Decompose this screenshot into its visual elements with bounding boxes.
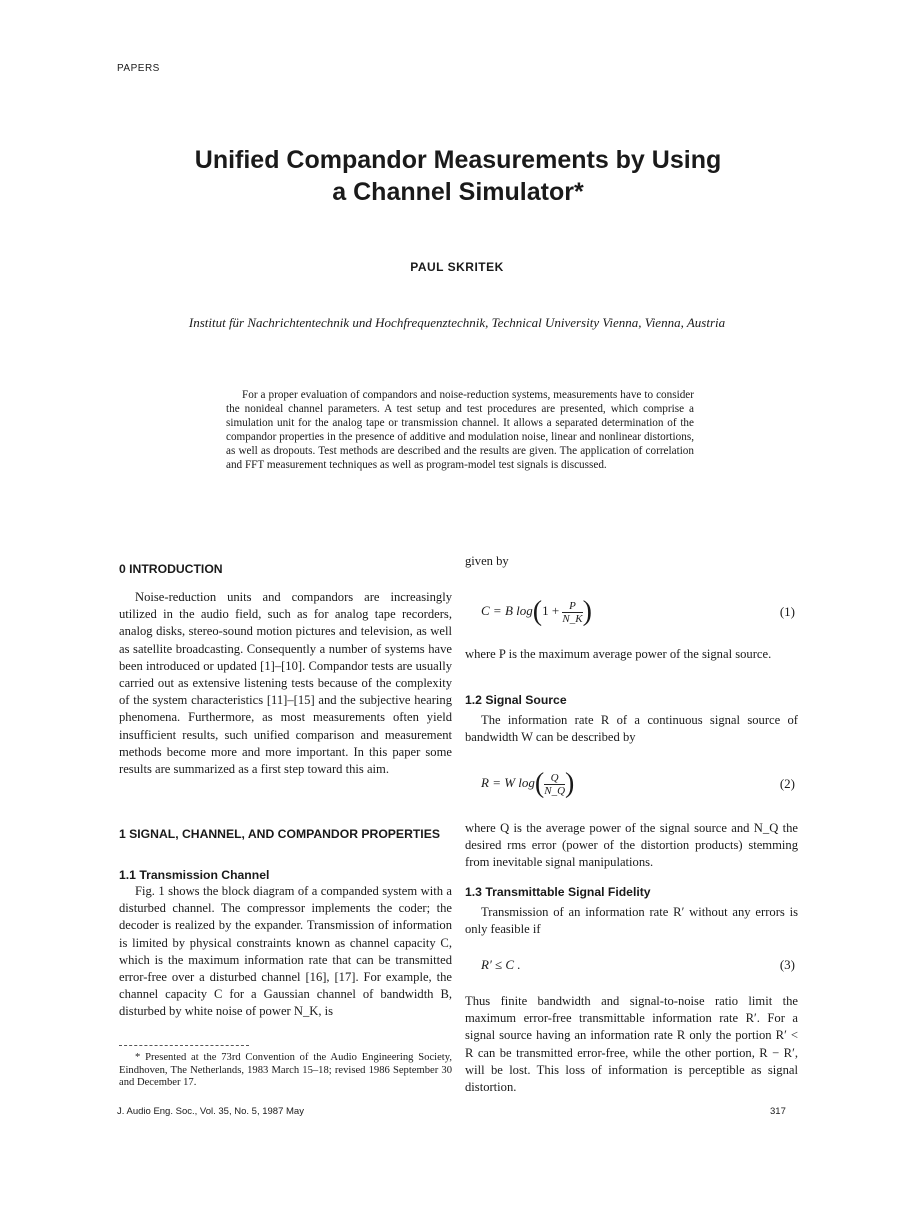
- section-1-1-heading: 1.1 Transmission Channel: [119, 868, 270, 882]
- section-1-2-heading: 1.2 Signal Source: [465, 693, 567, 707]
- equation-1-expression: C = B log(1 + $\frac{P}{N\_K}$ ): [481, 596, 592, 627]
- footnote-rule: [119, 1045, 249, 1046]
- equation-1: [465, 592, 795, 628]
- section-1-1-paragraph: Fig. 1 shows the block diagram of a companded system with a disturbed channel. The compressor implements the coder; the decoder is realized by the expander. Transmission of information is limited by physical constraints known as channel capacity C, which is the maximum information rate that can be transmitted error-free over a disturbed channel [16], [17]. For example, the channel capacity C for a Gaussian channel of bandwidth B, disturbed by white noise of power N_K, is: [119, 884, 452, 1019]
- section-0-paragraph: Noise-reduction units and compandors are increasingly utilized in the audio field, such as for analog tape recorders, analog disks, stereo-sound motion pictures and television, as well as satellite broadcasting. Consequently a number of systems have been introduced or updated [1]–[10]. Compandor tests are usually carried out as extensive listening tests because of the complexity of the system characteristics [11]–[15] and the subjective hearing phenomena. Furthermore, as most measurements often yield insufficient results, such unified comparison and measurement methods become more and more important. In this paper some results are summarized as a first step toward this aim.: [119, 590, 452, 777]
- section-1-3-paragraph-2: Thus finite bandwidth and signal-to-noise ratio limit the maximum error-free transmittable information rate R′. For a signal source having an information rate R only the portion R′ < R can be transmitted error-free, while the other portion, R − R′, will be lost. This loss of information is perceptible as signal distortion.: [465, 994, 798, 1095]
- equation-2: [465, 764, 795, 800]
- section-0-heading: 0 INTRODUCTION: [119, 562, 223, 576]
- affiliation: Institut für Nachrichtentechnik und Hochfrequenztechnik, Technical University Vienna, Vienna, Austria: [188, 315, 726, 330]
- equation-1-number: (1): [779, 604, 795, 619]
- equation-3-expression: R′ ≤ C .: [481, 957, 521, 972]
- page-number: 317: [770, 1106, 786, 1117]
- title-line-2: a Channel Simulator*: [332, 178, 584, 206]
- title-line-1: Unified Compandor Measurements by Using: [194, 146, 722, 174]
- equation-2-expression: R = W log( $\frac{Q}{N\_Q}$ ): [481, 768, 575, 799]
- paper-title: [100, 144, 816, 208]
- equation-3-number: (3): [779, 957, 795, 972]
- section-1-3-paragraph: Transmission of an information rate R′ without any errors is only feasible if: [465, 905, 798, 937]
- footnote: * Presented at the 73rd Convention of the Audio Engineering Society, Eindhoven, The Netherlands, 1983 March 15–18; revised 1986 September 30 and December 17.: [119, 1052, 452, 1088]
- running-header: PAPERS: [117, 63, 160, 74]
- equation-2-number: (2): [779, 776, 795, 791]
- where-q-text: where Q is the average power of the signal source and N_Q the desired rms error (power of the distortion products) stemming from inevitable signal manipulations.: [465, 821, 798, 870]
- journal-footer: J. Audio Eng. Soc., Vol. 35, No. 5, 1987 May: [117, 1106, 304, 1117]
- section-1-3-heading: 1.3 Transmittable Signal Fidelity: [465, 885, 651, 899]
- given-by-text: given by: [465, 554, 509, 568]
- abstract: For a proper evaluation of compandors and noise-reduction systems, measurements have to consider the nonideal channel parameters. A test setup and test procedures are presented, which comprise a simulation unit for the analog tape or transmission channel. It allows a separated determination of the compandor properties in the presence of additive and modulation noise, linear and nonlinear distortions, as well as dropouts. Test methods are described and the results are given. The application of correlation and FFT measurement techniques as well as program-model test signals is discussed.: [226, 389, 694, 471]
- where-p-text: where P is the maximum average power of the signal source.: [465, 647, 772, 661]
- section-1-heading: 1 SIGNAL, CHANNEL, AND COMPANDOR PROPERTIES: [119, 827, 440, 841]
- author-name: PAUL SKRITEK: [410, 260, 504, 274]
- section-1-2-paragraph: The information rate R of a continuous signal source of bandwidth W can be described by: [465, 713, 798, 745]
- equation-3: [465, 957, 795, 977]
